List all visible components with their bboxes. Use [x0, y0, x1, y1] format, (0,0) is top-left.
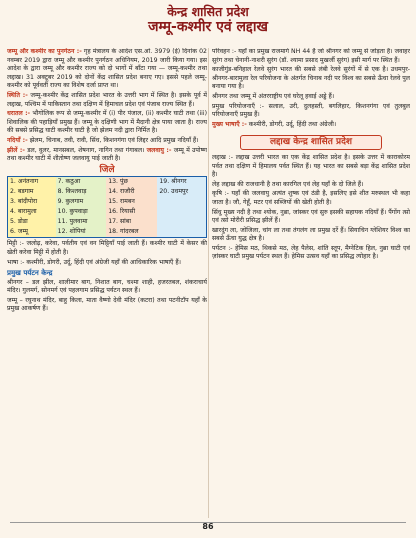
district-cell	[157, 227, 206, 237]
table-row	[8, 227, 206, 237]
keyword: जम्मू और कश्मीर का पुनर्गठन :-	[7, 48, 82, 55]
district-cell: 19. श्रीनगर	[157, 177, 206, 187]
paragraph: श्रीनगर तथा जम्मू में अंतरराष्ट्रीय एवं घरेलू हवाई अड्डे हैं।	[212, 92, 335, 100]
district-cell: 20. उधमपुर	[157, 187, 206, 197]
tourism-heading: प्रमुख पर्यटन केन्द्र	[7, 269, 53, 278]
district-cell: 8. किश्तवाड़	[56, 187, 107, 197]
paragraph: काजीगुंड-बनिहाल रेलवे सुरंग भारत की सबसे लंबी रेलवे सुरंगों में से एक है। उधमपुर-श्रीनगर-बारामुला रेल परियोजना के अंतर्गत चिनाब नदी पर विश्व का सबसे ऊँचा रेलवे पुल बनाया गया है।	[212, 66, 410, 91]
district-cell: 17. सांबा	[106, 217, 157, 227]
page-number: 86	[202, 522, 214, 531]
keyword: मुख्य भाषाएँ :-	[212, 120, 247, 128]
table-row	[8, 217, 206, 227]
district-cell: 13. पुंछ	[106, 177, 157, 187]
paragraph	[7, 110, 207, 136]
paragraph	[7, 137, 207, 146]
left-column	[7, 48, 207, 521]
keyword: धरातल :-	[7, 110, 31, 118]
paragraph-text: भौगोलिक रूप से जम्मू-कश्मीर में (i) पीर पंजाल, (ii) कश्मीर घाटी तथा (iii) शिवालिक की पहाड़ियाँ प्रमुख हैं। जम्मू के दक्षिणी भाग में मैदानी क्षेत्र पाया जाता है। राज्य की सबसे प्रसिद्ध घाटी कश्मीर घाटी है जो झेलम नदी द्वारा निर्मित है।	[7, 110, 207, 135]
footer-rule	[10, 522, 406, 523]
paragraph	[7, 92, 207, 109]
district-cell: 3. बांदीपोरा	[8, 197, 56, 207]
column-divider	[208, 48, 209, 518]
paragraph: लद्दाख :- लद्दाख उत्तरी भारत का एक केंद्र शासित प्रदेश है। इसके उत्तर में काराकोरम पर्वत तथा दक्षिण में हिमालय पर्वत स्थित हैं। यह भारत का सबसे बड़ा केंद्र शासित प्रदेश है।	[212, 153, 410, 179]
paragraph: मिट्टी :- जलोढ़, करेवा, पर्वतीय एवं वन मिट्टियाँ पाई जाती हैं। कश्मीर घाटी में केसर की खेती करेवा मिट्टी में होती है।	[7, 240, 207, 256]
paragraph-text: जम्मू में उपोष्ण तथा कश्मीर घाटी में शीतोष्ण जलवायु पाई जाती है।	[7, 146, 207, 163]
district-cell	[157, 197, 206, 207]
district-cell: 14. राजौरी	[106, 187, 157, 197]
paragraph: खारदुंग ला, जोजिला, चांग ला तथा तंगलंग ला प्रमुख दर्रे हैं। सियाचिन ग्लेशियर विश्व का सबसे ऊँचा युद्ध क्षेत्र है।	[212, 226, 410, 243]
page-header	[0, 4, 416, 36]
paragraph-text: डल, वुलर, मानसबल, शेषनाग, नागिन तथा गंगाबल।	[27, 146, 145, 154]
district-cell: 7. कठुआ	[56, 177, 107, 187]
district-cell: 11. पुलवामा	[56, 217, 107, 227]
paragraph: भाषा :- कश्मीरी, डोगरी, उर्दू, हिंदी एवं अंग्रेजी यहाँ की आधिकारिक भाषाएँ हैं।	[7, 258, 182, 266]
paragraph: सिंधु मुख्य नदी है तथा श्योक, नुब्रा, जांस्कर एवं सुरु इसकी सहायक नदियाँ हैं। पैंगोंग त्सो एवं त्सो मोरीरी प्रसिद्ध झीलें हैं।	[212, 208, 410, 225]
paragraph	[7, 147, 207, 164]
page-title: केन्द्र शासित प्रदेश	[167, 4, 249, 19]
district-cell	[157, 217, 206, 227]
paragraph: श्रीनगर – डल झील, शालीमार बाग, निशात बाग, चश्मा शाही, हजरतबल, शंकराचार्य मंदिर। गुलमर्ग, सोनमर्ग एवं पहलगाम प्रसिद्ध पर्यटन स्थल हैं।	[7, 278, 207, 295]
district-cell: 15. रामबन	[106, 197, 157, 207]
keyword: नदियाँ :-	[7, 136, 28, 144]
paragraph: परिवहन :- यहाँ का प्रमुख राजमार्ग NH 44 है जो श्रीनगर को जम्मू से जोड़ता है। जवाहर सुरंग तथा चेनानी-नाशरी सुरंग (डॉ. श्यामा प्रसाद मुखर्जी सुरंग) इसी मार्ग पर स्थित हैं।	[212, 48, 410, 64]
paragraph-text: गृह मंत्रालय के आदेश एस.ओ. 3979 (ई) दिनांक 02 नवम्बर 2019 द्वारा जम्मू और कश्मीर पुनर्गठन अधिनियम, 2019 जारी किया गया। इस आदेश के द्वारा जम्मू और कश्मीर राज्य को दो भागों में बाँटा गया — जम्मू-कश्मीर तथा लद्दाख। 31 अक्टूबर 2019 को दोनों केंद्र शासित प्रदेश बनाए गए। इससे पहले जम्मू-कश्मीर को पूर्ववर्ती राज्य का विशेष दर्जा प्राप्त था।	[7, 48, 207, 90]
table-row	[8, 197, 206, 207]
district-cell: 6. जम्मू	[8, 227, 56, 237]
paragraph: जम्मू – रघुनाथ मंदिर, बाहु किला, माता वैष्णो देवी मंदिर (कटरा) तथा पटनीटॉप यहाँ के प्रमुख आकर्षण हैं।	[7, 296, 207, 313]
districts-table	[7, 176, 207, 238]
district-cell: 4. बारामुला	[8, 207, 56, 217]
district-cell: 18. गांदरबल	[106, 227, 157, 237]
table-row	[8, 207, 206, 217]
district-cell: 10. कुपवाड़ा	[56, 207, 107, 217]
district-cell: 9. कुलगाम	[56, 197, 107, 207]
districts-title: जिले	[99, 164, 115, 175]
paragraph: लेह लद्दाख की राजधानी है तथा कारगिल एवं लेह यहाँ के दो जिले हैं।	[212, 180, 364, 188]
paragraph-text: जम्मू-कश्मीर केंद्र शासित प्रदेश भारत के उत्तरी भाग में स्थित है। इसके पूर्व में लद्दाख, पश्चिम में पाकिस्तान तथा दक्षिण में हिमाचल प्रदेश एवं पंजाब राज्य स्थित हैं।	[7, 91, 207, 108]
page-footer	[0, 522, 416, 531]
table-row	[8, 187, 206, 197]
district-cell: 2. बडगाम	[8, 187, 56, 197]
paragraph: कृषि :- यहाँ की जलवायु अत्यंत शुष्क एवं ठंडी है, इसलिए इसे शीत मरुस्थल भी कहा जाता है। जौ, गेहूँ, मटर एवं सब्जियों की खेती होती है।	[212, 190, 410, 206]
district-cell: 1. अनंतनाग	[8, 177, 56, 187]
district-cell: 16. रियासी	[106, 207, 157, 217]
district-cell: 5. डोडा	[8, 217, 56, 227]
keyword: स्थिति :-	[7, 91, 28, 99]
district-cell: 12. शोपियां	[56, 227, 107, 237]
district-cell	[157, 207, 206, 217]
ladakh-section-title: लद्दाख केन्द्र शासित प्रदेश	[240, 135, 382, 150]
paragraph	[7, 48, 207, 91]
table-row	[8, 177, 206, 187]
paragraph: प्रमुख परियोजनाएँ :- सलाल, उरी, दुलहस्ती, बगलिहार, किशनगंगा एवं तुलबुल परियोजनाएँ प्रमुख हैं।	[212, 102, 410, 119]
keyword: जलवायु :-	[146, 146, 172, 154]
right-column	[212, 48, 410, 521]
paragraph-text: झेलम, चिनाब, तवी, रावी, सिंध, किशनगंगा एवं लिद्दर आदि प्रमुख नदियाँ हैं।	[29, 136, 199, 144]
paragraph: पर्यटन :- हेमिस मठ, थिकसे मठ, लेह पैलेस, शांति स्तूप, मैग्नेटिक हिल, नुब्रा घाटी एवं ज़ांस्कर घाटी प्रमुख पर्यटन स्थल हैं। हेमिस उत्सव यहाँ का प्रसिद्ध त्योहार है।	[212, 244, 410, 261]
page-subtitle: जम्मू-कश्मीर एवं लद्दाख	[148, 19, 268, 35]
paragraph-text: कश्मीरी, डोगरी, उर्दू, हिंदी तथा अंग्रेजी।	[248, 120, 337, 128]
keyword: झीलें :-	[7, 146, 25, 154]
paragraph	[212, 121, 410, 130]
